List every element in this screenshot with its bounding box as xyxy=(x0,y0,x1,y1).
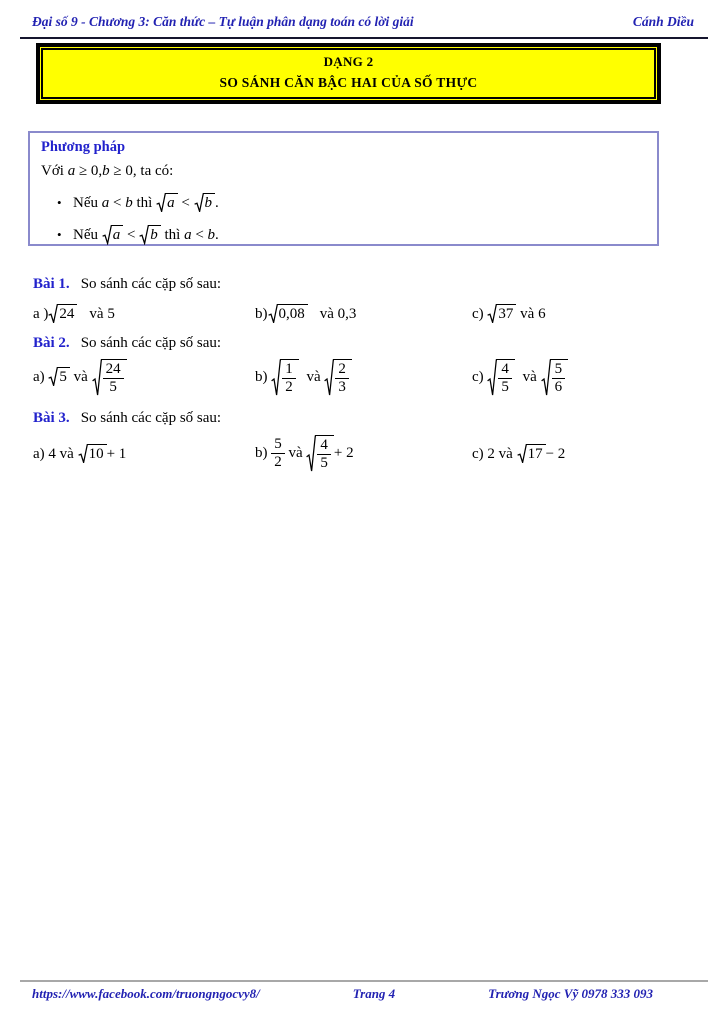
number: 4 xyxy=(48,446,56,463)
sqrt-fraction xyxy=(271,359,299,397)
item-prefix: c) xyxy=(472,446,484,463)
number: 2 xyxy=(487,446,495,463)
fraction: $\frac{2}{3}$ xyxy=(335,361,349,397)
less-than: < xyxy=(127,227,136,244)
period: . xyxy=(215,227,219,244)
sqrt-expression: a xyxy=(102,225,124,244)
var-a: a xyxy=(184,227,192,244)
radical-icon xyxy=(324,359,334,397)
sqrt-expression: a xyxy=(156,193,178,212)
relation: ≥ 0 xyxy=(113,163,133,179)
var-a: a xyxy=(67,163,76,179)
item-prefix: a ) xyxy=(33,306,49,322)
problem-label: Bài 1. xyxy=(33,276,70,292)
radical-icon xyxy=(268,304,278,323)
item-prefix: c) xyxy=(472,369,484,386)
header-rule xyxy=(20,37,708,39)
sqrt-expression: 10 xyxy=(78,444,107,463)
intro-lead: Với xyxy=(41,163,64,179)
item-prefix: b) xyxy=(255,445,268,462)
text-and: và xyxy=(319,306,334,322)
number: 5 xyxy=(107,306,115,322)
problem-2-item-a xyxy=(33,359,255,397)
method-box xyxy=(28,131,659,246)
var-b: b xyxy=(102,163,110,179)
bullet-dot-icon: • xyxy=(57,227,62,243)
bullet-dot-icon: • xyxy=(57,195,62,210)
text: thì xyxy=(164,227,181,244)
header-course-title: Đại số 9 - Chương 3: Căn thức – Tự luận phân dạng toán có lời giải xyxy=(32,14,414,29)
fraction: $\frac{5}{2}$ xyxy=(271,436,285,472)
dang-banner xyxy=(36,43,661,104)
problem-2-head xyxy=(33,335,704,352)
footer-rule xyxy=(20,980,708,982)
sqrt-expression: b xyxy=(139,225,161,244)
problem-3-section xyxy=(33,410,704,473)
fraction: $\frac{1}{2}$ xyxy=(282,361,296,397)
radical-icon xyxy=(306,435,316,473)
header-brand: Cánh Diều xyxy=(632,14,694,29)
problem-2-item-c xyxy=(472,359,704,397)
sqrt-expression: 0,08 xyxy=(268,304,308,323)
footer-facebook-url: https://www.facebook.com/truongngocvy8/ xyxy=(32,986,260,1001)
item-prefix: b) xyxy=(255,369,268,386)
radical-icon xyxy=(517,444,527,463)
problem-3-item-c xyxy=(472,444,704,463)
banner-dang-label: DẠNG 2 xyxy=(323,54,374,69)
sqrt-fraction xyxy=(306,435,334,473)
operator-term: − 2 xyxy=(545,446,566,463)
method-bullet-1 xyxy=(57,193,646,212)
text-and: và xyxy=(306,369,321,386)
problem-2-item-b xyxy=(255,359,472,397)
method-intro xyxy=(41,163,646,180)
problem-1-section xyxy=(33,276,704,323)
less-than: < xyxy=(113,195,122,211)
item-prefix: c) xyxy=(472,306,484,322)
radical-icon xyxy=(271,359,281,397)
footer-page-number: Trang 4 xyxy=(352,986,396,1001)
less-than: < xyxy=(181,195,190,211)
fraction: $\frac{5}{6}$ xyxy=(552,361,566,397)
footer-author-phone: Trương Ngọc Vỹ 0978 333 093 xyxy=(488,986,653,1001)
operator-term: + 2 xyxy=(333,445,354,462)
sqrt-expression: 17 xyxy=(517,444,546,463)
text: thì xyxy=(136,195,153,211)
number: 6 xyxy=(538,306,546,322)
sqrt-fraction xyxy=(541,359,569,397)
radical-icon xyxy=(92,359,102,397)
problem-1-row xyxy=(33,304,704,323)
radical-icon xyxy=(487,359,497,397)
operator-term: + 1 xyxy=(106,446,127,463)
problem-3-head xyxy=(33,410,704,427)
fraction: $\frac{4}{5}$ xyxy=(498,361,512,397)
problem-3-item-a xyxy=(33,444,255,463)
problem-label: Bài 2. xyxy=(33,335,70,351)
page-header xyxy=(32,14,694,30)
problem-prompt: So sánh các cặp số sau: xyxy=(80,410,222,426)
radical-icon xyxy=(541,359,551,397)
intro-tail: , ta có: xyxy=(132,163,174,179)
var-b: b xyxy=(207,227,216,244)
problem-2-section xyxy=(33,335,704,397)
sqrt-expression: 37 xyxy=(487,304,516,323)
item-prefix: a) xyxy=(33,369,45,386)
problem-prompt: So sánh các cặp số sau: xyxy=(80,276,222,292)
radical-icon xyxy=(78,444,88,463)
banner-title: SO SÁNH CĂN BẬC HAI CỦA SỐ THỰC xyxy=(219,75,478,90)
method-bullet-2 xyxy=(57,225,646,244)
sqrt-expression: 5 xyxy=(48,367,70,386)
number: 0,3 xyxy=(337,306,357,322)
problem-1-item-a xyxy=(33,304,255,323)
text: Nếu xyxy=(73,227,98,244)
problem-1-head xyxy=(33,276,704,293)
method-title: Phương pháp xyxy=(41,139,126,155)
sqrt-fraction xyxy=(92,359,127,397)
text-and: và xyxy=(498,446,513,463)
radical-icon xyxy=(139,225,149,244)
text-and: và xyxy=(59,446,74,463)
problem-1-item-c xyxy=(472,304,704,323)
problem-prompt: So sánh các cặp số sau: xyxy=(80,335,222,351)
sqrt-expression: b xyxy=(194,193,216,212)
text-and: và xyxy=(288,445,303,462)
problem-1-item-b xyxy=(255,304,472,323)
problem-3-row xyxy=(33,435,704,473)
problem-label: Bài 3. xyxy=(33,410,70,426)
dang-banner-inner xyxy=(41,48,656,99)
item-prefix: b) xyxy=(255,306,268,322)
radical-icon xyxy=(156,193,166,212)
problem-3-item-b xyxy=(255,435,472,473)
radical-icon xyxy=(48,304,58,323)
problem-2-row xyxy=(33,359,704,397)
less-than: < xyxy=(195,227,204,244)
radical-icon xyxy=(102,225,112,244)
radical-icon xyxy=(48,367,58,386)
radical-icon xyxy=(487,304,497,323)
fraction: $\frac{24}{5}$ xyxy=(103,361,124,397)
var-a: a xyxy=(101,195,110,211)
fraction: $\frac{4}{5}$ xyxy=(317,437,331,473)
relation: ≥ 0, xyxy=(78,163,103,179)
text: Nếu xyxy=(73,195,98,211)
period: . xyxy=(215,195,219,211)
item-prefix: a) xyxy=(33,446,45,463)
page-footer xyxy=(32,986,653,1002)
text-and: và xyxy=(89,306,104,322)
radical-icon xyxy=(194,193,204,212)
sqrt-expression: 24 xyxy=(48,304,77,323)
var-b: b xyxy=(125,195,133,211)
sqrt-fraction xyxy=(324,359,352,397)
text-and: và xyxy=(520,306,535,322)
text-and: và xyxy=(73,369,88,386)
sqrt-fraction xyxy=(487,359,515,397)
text-and: và xyxy=(522,369,537,386)
